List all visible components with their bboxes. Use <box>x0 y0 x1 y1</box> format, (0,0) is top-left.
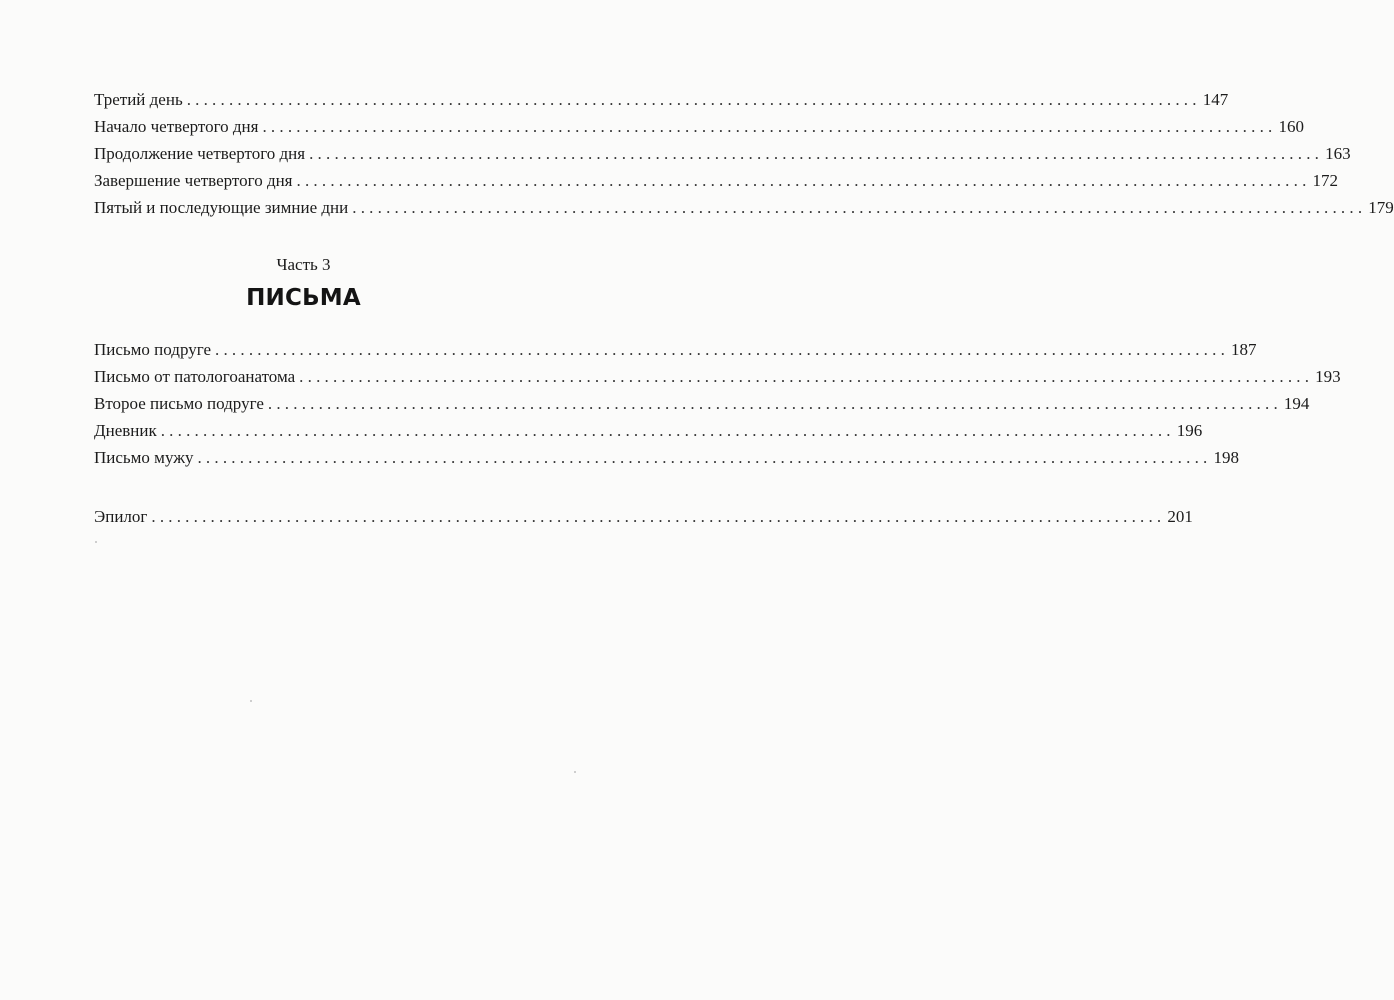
toc-entry-page: 187 <box>1231 340 1257 359</box>
toc-entry <box>94 363 1341 390</box>
toc-dot-leader: ........................................................................................................................ <box>215 340 1230 359</box>
part-number-label: Часть 3 <box>276 255 331 274</box>
toc-entry-page: 196 <box>1176 421 1203 440</box>
toc-entry-page: 147 <box>1202 90 1229 109</box>
toc-entry-title: Эпилог <box>94 507 148 526</box>
toc-dot-leader: ........................................................................................................................ <box>299 367 1314 386</box>
toc-entry <box>94 113 1304 140</box>
toc-dot-leader: ........................................................................................................................ <box>262 117 1277 136</box>
toc-entry-title: Продолжение четвертого дня <box>94 144 306 163</box>
toc-entry <box>94 336 1257 363</box>
toc-entry-page: 179 <box>1368 198 1394 217</box>
toc-entry-title: Письмо от патологоанатома <box>94 367 296 386</box>
toc-section-top <box>94 86 1394 221</box>
toc-entry <box>94 417 1203 444</box>
toc-entry-page: 160 <box>1278 117 1304 136</box>
toc-dot-leader: ........................................................................................................................ <box>186 90 1201 109</box>
toc-entry-page: 163 <box>1325 144 1351 163</box>
part-title-heading: ПИСЬМА <box>246 285 361 311</box>
paper-speck <box>574 771 576 773</box>
toc-dot-leader: ........................................................................................................................ <box>197 448 1212 467</box>
toc-entry-title: Письмо мужу <box>94 448 194 467</box>
toc-entry <box>94 503 1193 530</box>
toc-section-letters <box>94 336 1341 471</box>
toc-entry <box>94 194 1394 221</box>
toc-entry-title: Начало четвертого дня <box>94 117 259 136</box>
toc-entry <box>94 140 1351 167</box>
toc-entry-title: Второе письмо подруге <box>94 394 264 413</box>
toc-entry <box>94 390 1310 417</box>
toc-dot-leader: ........................................................................................................................ <box>296 171 1311 190</box>
toc-entry-page: 193 <box>1315 367 1341 386</box>
toc-entry-title: Завершение четвертого дня <box>94 171 293 190</box>
toc-entry-title: Дневник <box>94 421 157 440</box>
toc-entry-title: Письмо подруге <box>94 340 212 359</box>
toc-dot-leader: ........................................................................................................................ <box>352 198 1367 217</box>
paper-speck <box>250 700 252 702</box>
toc-entry-page: 201 <box>1167 507 1193 526</box>
toc-entry <box>94 444 1239 471</box>
toc-dot-leader: ........................................................................................................................ <box>267 394 1282 413</box>
toc-dot-leader: ........................................................................................................................ <box>160 421 1175 440</box>
toc-entry <box>94 167 1339 194</box>
paper-speck <box>95 541 97 543</box>
toc-entry <box>94 86 1229 113</box>
toc-dot-leader: ........................................................................................................................ <box>151 507 1166 526</box>
toc-entry-title: Пятый и последующие зимние дни <box>94 198 349 217</box>
toc-entry-page: 194 <box>1283 394 1310 413</box>
toc-entry-page: 198 <box>1213 448 1239 467</box>
toc-entry-page: 172 <box>1312 171 1339 190</box>
toc-entry-title: Третий день <box>94 90 183 109</box>
toc-section-epilogue <box>94 503 1193 530</box>
toc-dot-leader: ........................................................................................................................ <box>309 144 1324 163</box>
